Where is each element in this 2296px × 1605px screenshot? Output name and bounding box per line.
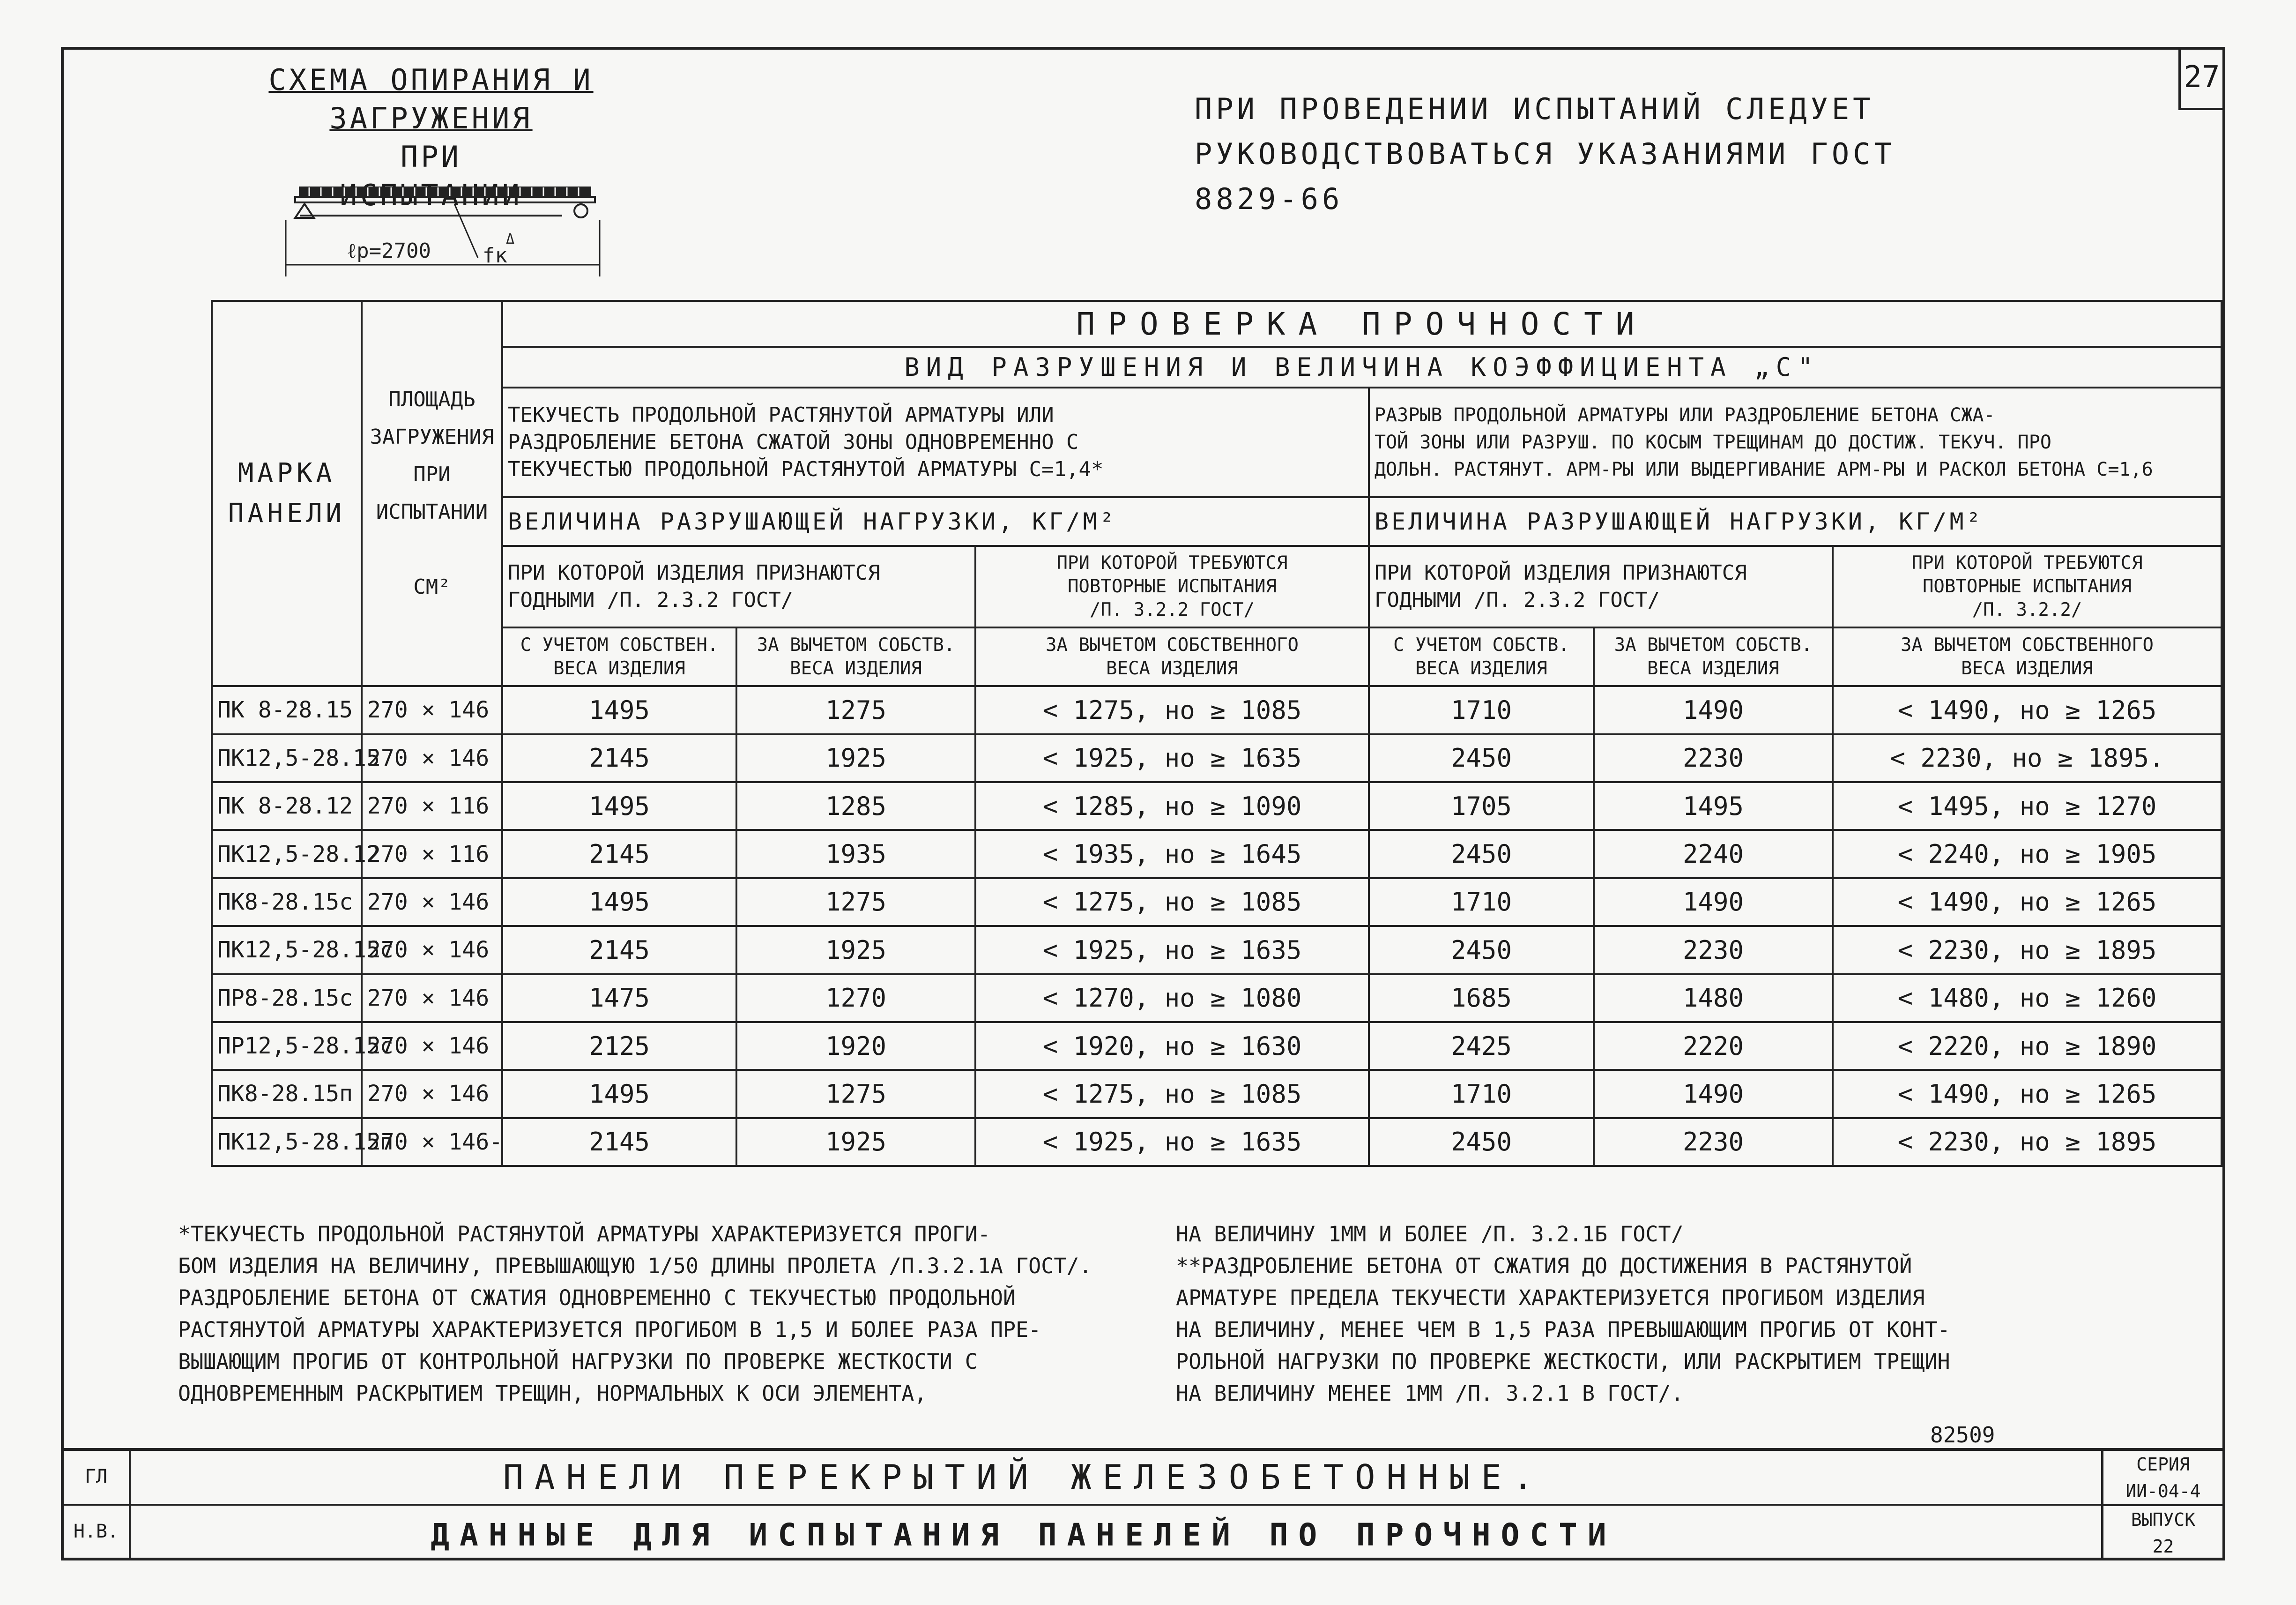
deflection-sup: Δ: [506, 231, 515, 247]
g2-retest-minus-own-header: ЗА ВЫЧЕТОМ СОБСТВЕННОГО ВЕСА ИЗДЕЛИЯ: [1833, 627, 2222, 686]
title-divider: [129, 1504, 2101, 1506]
pin-support: [295, 204, 314, 218]
table-row: ПК12,5-28.15п 270 × 146- 2145 1925 < 1925, но ≥ 1635 2450 2230 < 2230, но ≥ 1895: [212, 1118, 2222, 1166]
span-label: ℓр=2700: [347, 239, 431, 263]
group1-load-label: ВЕЛИЧИНА РАЗРУШАЮЩЕЙ НАГРУЗКИ, КГ/М²: [502, 497, 1369, 545]
table-row: ПК12,5-28.15 270 × 146 2145 1925 < 1925, но ≥ 1635 2450 2230 < 2230, но ≥ 1895.: [212, 734, 2222, 782]
series-label: СЕРИЯ: [2136, 1454, 2190, 1475]
failure-type-header: ВИД РАЗРУШЕНИЯ И ВЕЛИЧИНА КОЭФФИЦИЕНТА „С": [502, 347, 2222, 388]
group1-fit-header: ПРИ КОТОРОЙ ИЗДЕЛИЯ ПРИЗНАЮТСЯ ГОДНЫМИ /П. 2.3.2 ГОСТ/: [502, 546, 975, 627]
table-row: ПК 8-28.12 270 × 116 1495 1285 < 1285, но ≥ 1090 1705 1495 < 1495, но ≥ 1270: [212, 782, 2222, 830]
footnote-right: НА ВЕЛИЧИНУ 1ММ И БОЛЕЕ /П. 3.2.1Б ГОСТ/ **РАЗДРОБЛЕНИЕ БЕТОНА ОТ СЖАТИЯ ДО ДОСТИЖЕНИЯ В РАСТЯНУТОЙ АРМАТУРЕ ПРЕДЕЛА ТЕКУЧЕСТИ ХАРАКТЕРИЗУЕТСЯ ПРОГИБОМ ИЗДЕЛИЯ НА ВЕЛИЧИНУ, МЕНЕЕ ЧЕМ В 1,5 РАЗА ПРЕВЫШАЮЩИМ ПРОГИБ ОТ КОНТ- РОЛЬНОЙ НАГРУЗКИ ПО ПРОВЕРКЕ ЖЕСТКОСТИ, ИЛИ РАСКРЫТИЕМ ТРЕЩИН НА ВЕЛИЧИНУ МЕНЕЕ 1ММ /П. 3.2.1 В ГОСТ/.: [1176, 1222, 1950, 1406]
side-bottom: Н.В.: [63, 1506, 129, 1560]
title-block-subtitle: ДАННЫЕ ДЛЯ ИСПЫТАНИЯ ПАНЕЛЕЙ ПО ПРОЧНОСТИ: [431, 1517, 1617, 1553]
table-row: ПР8-28.15с 270 × 146 1475 1270 < 1270, но ≥ 1080 1685 1480 < 1480, но ≥ 1260: [212, 974, 2222, 1022]
group2-load-label: ВЕЛИЧИНА РАЗРУШАЮЩЕЙ НАГРУЗКИ, КГ/М²: [1369, 497, 2222, 545]
span-dimension: [286, 204, 600, 276]
page-number: 27: [2178, 49, 2223, 110]
group2-retest-header: ПРИ КОТОРОЙ ТРЕБУЮТСЯ ПОВТОРНЫЕ ИСПЫТАНИЯ /П. 3.2.2/: [1833, 546, 2222, 627]
archive-code: 82509: [1930, 1422, 1995, 1448]
deflection-label: fк: [483, 244, 507, 268]
g1-with-own-weight-header: С УЧЕТОМ СОБСТВЕН. ВЕСА ИЗДЕЛИЯ: [502, 627, 736, 686]
group1-retest-header: ПРИ КОТОРОЙ ТРЕБУЮТСЯ ПОВТОРНЫЕ ИСПЫТАНИЯ /П. 3.2.2 ГОСТ/: [975, 546, 1369, 627]
table-row: ПК 8-28.15 270 × 146 1495 1275 < 1275, но ≥ 1085 1710 1490 < 1490, но ≥ 1265: [212, 686, 2222, 734]
gost-instruction: [1195, 87, 1944, 222]
roller-support: [574, 204, 587, 217]
series-box: [2101, 1451, 2223, 1560]
col-mark-header: МАРКА ПАНЕЛИ: [212, 301, 362, 686]
title-block-title: ПАНЕЛИ ПЕРЕКРЫТИЙ ЖЕЛЕЗОБЕТОННЫЕ.: [503, 1457, 1545, 1497]
group2-fit-header: ПРИ КОТОРОЙ ИЗДЕЛИЯ ПРИЗНАЮТСЯ ГОДНЫМИ /П. 2.3.2 ГОСТ/: [1369, 546, 1833, 627]
table-row: ПР12,5-28.15с 270 × 146 2125 1920 < 1920, но ≥ 1630 2425 2220 < 2220, но ≥ 1890: [212, 1022, 2222, 1070]
g2-with-own-weight-header: С УЧЕТОМ СОБСТВ. ВЕСА ИЗДЕЛИЯ: [1369, 627, 1594, 686]
g1-retest-minus-own-header: ЗА ВЫЧЕТОМ СОБСТВЕННОГО ВЕСА ИЗДЕЛИЯ: [975, 627, 1369, 686]
issue-value: 22: [2152, 1536, 2174, 1557]
col-area-header: ПЛОЩАДЬ ЗАГРУЖЕНИЯ ПРИ ИСПЫТАНИИ СМ²: [362, 301, 502, 686]
gost-line2: РУКОВОДСТВОВАТЬСЯ УКАЗАНИЯМИ ГОСТ 8829-66: [1195, 137, 1895, 216]
g1-minus-own-weight-header: ЗА ВЫЧЕТОМ СОБСТВ. ВЕСА ИЗДЕЛИЯ: [736, 627, 975, 686]
g2-minus-own-weight-header: ЗА ВЫЧЕТОМ СОБСТВ. ВЕСА ИЗДЕЛИЯ: [1594, 627, 1833, 686]
side-top: ГЛ: [63, 1451, 129, 1506]
table-row: ПК12,5-28.15с 270 × 146 2145 1925 < 1925, но ≥ 1635 2450 2230 < 2230, но ≥ 1895: [212, 926, 2222, 974]
strength-check-header: ПРОВЕРКА ПРОЧНОСТИ: [502, 301, 2222, 347]
title-block-side: [63, 1451, 131, 1560]
table-body: [212, 686, 2222, 1166]
scheme-title-line2: ПРИ: [300, 138, 562, 216]
footnote-left: *ТЕКУЧЕСТЬ ПРОДОЛЬНОЙ РАСТЯНУТОЙ АРМАТУРЫ ХАРАКТЕРИЗУЕТСЯ ПРОГИ- БОМ ИЗДЕЛИЯ НА ВЕЛИЧИНУ, ПРЕВЫШАЮЩУЮ 1/50 ДЛИНЫ ПРОЛЕТА /П.3.2.1А ГОСТ/. РАЗДРОБЛЕНИЕ БЕТОНА ОТ СЖАТИЯ ОДНОВРЕМЕННО С ТЕКУЧЕСТЬЮ ПРОДОЛЬНОЙ РАСТЯНУТОЙ АРМАТУРЫ ХАРАКТЕРИЗУЕТСЯ ПРОГИБОМ В 1,5 И БОЛЕЕ РАЗА ПРЕ- ВЫШАЮЩИМ ПРОГИБ ОТ КОНТРОЛЬНОЙ НАГРУЗКИ ПО ПРОВЕРКЕ ЖЕСТКОСТИ С ОДНОВРЕМЕННЫМ РАСКРЫТИЕМ ТРЕЩИН, НОРМАЛЬНЫХ К ОСИ ЭЛЕМЕНТА,: [178, 1222, 1092, 1406]
strength-test-table: [211, 300, 2222, 1167]
issue-label: ВЫПУСК: [2131, 1509, 2196, 1530]
table-row: ПК8-28.15п 270 × 146 1495 1275 < 1275, но ≥ 1085 1710 1490 < 1490, но ≥ 1265: [212, 1070, 2222, 1118]
table-row: ПК12,5-28.12 270 × 116 2145 1935 < 1935, но ≥ 1645 2450 2240 < 2240, но ≥ 1905: [212, 830, 2222, 878]
gost-line1: ПРИ ПРОВЕДЕНИИ ИСПЫТАНИЙ СЛЕДУЕТ: [1195, 92, 1874, 126]
series-value: ИИ-04-4: [2103, 1478, 2223, 1506]
group2-header: РАЗРЫВ ПРОДОЛЬНОЙ АРМАТУРЫ ИЛИ РАЗДРОБЛЕНИЕ БЕТОНА СЖА- ТОЙ ЗОНЫ ИЛИ РАЗРУШ. ПО КОСЫМ ТРЕЩИНАМ ДО ДОСТИЖ. ТЕКУЧ. ПРО ДОЛЬН. РАСТЯНУТ. АРМ-РЫ ИЛИ ВЫДЕРГИВАНИЕ АРМ-РЫ И РАСКОЛ БЕТОНА С=1,6: [1369, 388, 2222, 497]
table-row: ПК8-28.15с 270 × 146 1495 1275 < 1275, но ≥ 1085 1710 1490 < 1490, но ≥ 1265: [212, 878, 2222, 926]
loaded-beam: [295, 187, 595, 202]
group1-header: ТЕКУЧЕСТЬ ПРОДОЛЬНОЙ РАСТЯНУТОЙ АРМАТУРЫ ИЛИ РАЗДРОБЛЕНИЕ БЕТОНА СЖАТОЙ ЗОНЫ ОДНОВРЕМЕННО С ТЕКУЧЕСТЬЮ ПРОДОЛЬНОЙ РАСТЯНУТОЙ АРМАТУРЫ С=1,4*: [502, 388, 1369, 497]
scheme-title-line1: СХЕМА ОПИРАНИЯ И ЗАГРУЖЕНИЯ: [268, 63, 594, 135]
title-block: [63, 1448, 2223, 1563]
loading-scheme-diagram: [253, 178, 646, 295]
